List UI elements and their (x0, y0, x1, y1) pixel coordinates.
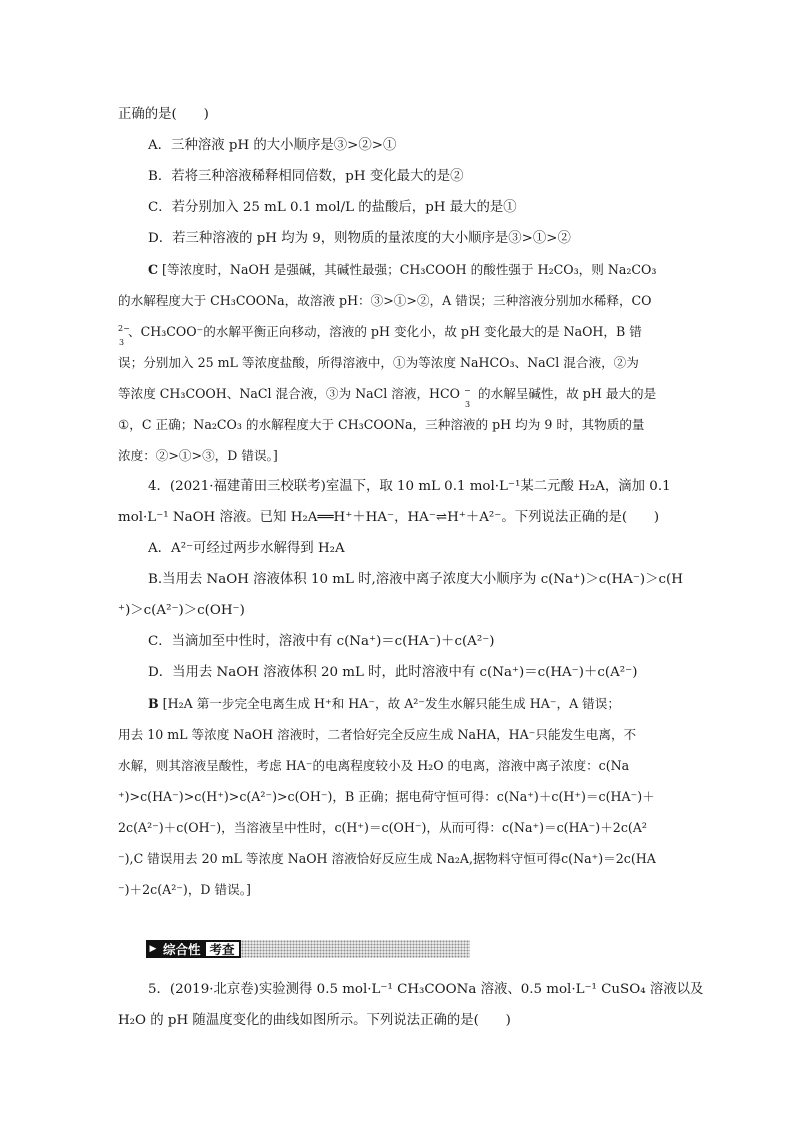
q4-answer-line-4: ⁺)>c(HA⁻)>c(H⁺)>c(A²⁻)>c(OH⁻)，B 正确；据电荷守恒可得：c(Na⁺)＋c(H⁺)＝c(HA⁻)＋ (118, 789, 655, 804)
q3-option-c: C．若分别加入 25 mL 0.1 mol/L 的盐酸后，pH 最大的是① (148, 200, 517, 215)
q4-answer-line-5: 2c(A²⁻)＋c(OH⁻)，当溶液呈中性时，c(H⁺)＝c(OH⁻)，从而可得：c(Na⁺)＝c(HA⁻)＋2c(A² (118, 820, 647, 835)
q3-answer-line-6: ①，C 正确；Na₂CO₃ 的水解程度大于 CH₃COONa，三种溶液的 pH 均为 9 时，其物质的量 (118, 417, 645, 432)
q4-answer-letter: B (148, 696, 159, 711)
play-icon: ▶ (146, 940, 160, 958)
section-banner (146, 940, 470, 958)
q4-answer-line-6: ⁻),C 错误用去 20 mL 等浓度 NaOH 溶液恰好反应生成 Na₂A,据物料守恒可得c(Na⁺)＝2c(HA (118, 851, 656, 866)
carbonate-charge: 2− 3 (118, 323, 130, 347)
q3-option-d: D．若三种溶液的 pH 均为 9，则物质的量浓度的大小顺序是③>①>② (148, 231, 571, 246)
q4-stem-line-1: 4．(2021·福建莆田三校联考)室温下，取 10 mL 0.1 mol·L⁻¹某二元酸 H₂A，滴加 0.1 (148, 479, 671, 494)
q4-answer-text-1: [H₂A 第一步完全电离生成 H⁺和 HA⁻，故 A²⁻发生水解只能生成 HA⁻，A 错误； (162, 696, 620, 711)
q4-option-c: C．当滴加至中性时，溶液中有 c(Na⁺)＝c(HA⁻)＋c(A²⁻) (148, 634, 495, 649)
q3-answer-text-1: [等浓度时，NaOH 是强碱，其碱性最强；CH₃COOH 的酸性强于 H₂CO₃，则 Na₂CO₃ (162, 262, 657, 277)
q3-answer-line-7: 浓度：②>①>③，D 错误。] (118, 448, 278, 463)
q3-answer-line-4: 误；分别加入 25 mL 等浓度盐酸，所得溶液中，①为等浓度 NaHCO₃、NaCl 混合液，②为 (118, 355, 639, 370)
q3-answer-letter: C (148, 262, 159, 277)
q4-answer-line-2: 用去 10 mL 等浓度 NaOH 溶液时，二者恰好完全反应生成 NaHA，HA⁻只能发生电离，不 (118, 727, 637, 742)
q4-answer-line-7: ⁻)＋2c(A²⁻)，D 错误。] (118, 882, 251, 897)
q4-option-b-line-2: ⁺)＞c(A²⁻)＞c(OH⁻) (118, 603, 245, 618)
q3-answer-line-2: 的水解程度大于 CH₃COONa，故溶液 pH：③>①>②，A 错误；三种溶液分别加水稀释，CO (118, 293, 652, 308)
q4-stem-line-2: mol·L⁻¹ NaOH 溶液。已知 H₂A══H⁺＋HA⁻，HA⁻⇌H⁺＋A²⁻。下列说法正确的是( ) (118, 510, 660, 525)
q3-stem-end: 正确的是( ) (118, 107, 209, 122)
section-sublabel: 考查 (206, 940, 241, 958)
q4-option-a: A．A²⁻可经过两步水解得到 H₂A (148, 541, 345, 556)
q3-answer-line-3 (118, 323, 678, 347)
q3-option-b: B．若将三种溶液稀释相同倍数，pH 变化最大的是② (148, 169, 464, 184)
q4-answer-line-1 (148, 695, 678, 712)
bicarbonate-charge: − 3 (464, 385, 471, 409)
q5-stem-line-1: 5．(2019·北京卷)实验测得 0.5 mol·L⁻¹ CH₃COONa 溶液、0.5 mol·L⁻¹ CuSO₄ 溶液以及 (148, 982, 704, 997)
q3-option-a: A．三种溶液 pH 的大小顺序是③>②>① (148, 138, 397, 153)
section-label: 综合性 (160, 940, 206, 958)
dotted-rule (241, 940, 470, 958)
q5-stem-line-2: H₂O 的 pH 随温度变化的曲线如图所示。下列说法正确的是( ) (118, 1013, 511, 1028)
q3-answer-line-1 (148, 261, 678, 278)
q4-answer-line-3: 水解，则其溶液呈酸性，考虑 HA⁻的电离程度较小及 H₂O 的电离，溶液中离子浓度：c(Na (118, 758, 630, 773)
q3-answer-text-3: 、CH₃COO⁻的水解平衡正向移动，溶液的 pH 变化小，故 pH 变化最大的是 NaOH，B 错 (128, 324, 642, 339)
q4-option-b-line-1: B.当用去 NaOH 溶液体积 10 mL 时,溶液中离子浓度大小顺序为 c(Na⁺)＞c(HA⁻)＞c(H (148, 572, 683, 587)
q3-answer-line-5: 等浓度 CH₃COOH、NaCl 混合液，③为 NaCl 溶液，HCO − 3 的水解呈碱性，故 pH 最大的是 (118, 385, 657, 409)
q4-option-d: D．当用去 NaOH 溶液体积 20 mL 时，此时溶液中有 c(Na⁺)＝c(HA⁻)＋c(A²⁻) (148, 665, 638, 680)
